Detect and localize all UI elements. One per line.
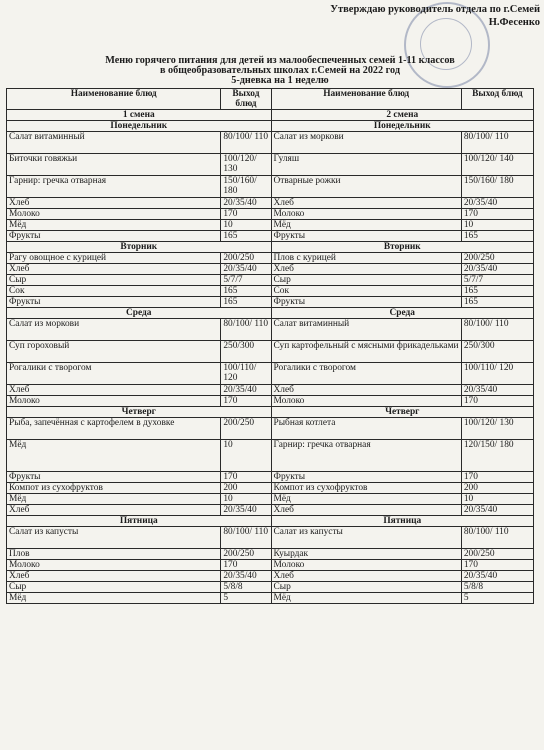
table-row [7, 593, 534, 604]
table-row [7, 253, 534, 264]
table-row [7, 527, 534, 549]
table-row [7, 297, 534, 308]
dish-output-right: 5/8/8 [461, 582, 533, 593]
dish-output-left: 20/35/40 [221, 571, 271, 582]
dish-output-left: 10 [221, 220, 271, 231]
dish-output-left: 5 [221, 593, 271, 604]
dish-name-right: Молоко [271, 396, 461, 407]
dish-output-left: 10 [221, 440, 271, 472]
day-label-right: Понедельник [271, 121, 533, 132]
day-label-right: Пятница [271, 516, 533, 527]
dish-output-left: 10 [221, 494, 271, 505]
day-label-right: Четверг [271, 407, 533, 418]
dish-name-left: Хлеб [7, 198, 221, 209]
table-row [7, 231, 534, 242]
title-line-2: в общеобразовательных школах г.Семей на 2022 год [159, 65, 400, 76]
dish-name-left: Рогалики с творогом [7, 363, 221, 385]
dish-output-left: 170 [221, 209, 271, 220]
dish-output-left: 80/100/ 110 [221, 319, 271, 341]
table-row [7, 132, 534, 154]
title-line-3: 5-дневка на 1 неделю [231, 75, 329, 86]
table-row [7, 319, 534, 341]
table-row [7, 286, 534, 297]
table-row [7, 571, 534, 582]
dish-name-right: Хлеб [271, 571, 461, 582]
dish-output-left: 170 [221, 472, 271, 483]
dish-output-left: 20/35/40 [221, 505, 271, 516]
dish-output-left: 150/160/ 180 [221, 176, 271, 198]
dish-name-left: Мёд [7, 494, 221, 505]
dish-output-left: 5/8/8 [221, 582, 271, 593]
dish-name-left: Хлеб [7, 264, 221, 275]
dish-output-right: 80/100/ 110 [461, 319, 533, 341]
table-row [7, 483, 534, 494]
dish-output-left: 5/7/7 [221, 275, 271, 286]
dish-name-left: Рагу овощное с курицей [7, 253, 221, 264]
dish-name-right: Хлеб [271, 505, 461, 516]
dish-output-right: 20/35/40 [461, 571, 533, 582]
dish-output-right: 20/35/40 [461, 264, 533, 275]
dish-name-left: Салат витаминный [7, 132, 221, 154]
dish-output-right: 200/250 [461, 549, 533, 560]
dish-name-right: Рогалики с творогом [271, 363, 461, 385]
dish-output-right: 170 [461, 472, 533, 483]
shift-1-label: 1 смена [7, 110, 272, 121]
dish-name-left: Салат из моркови [7, 319, 221, 341]
dish-output-right: 170 [461, 560, 533, 571]
dish-output-right: 170 [461, 396, 533, 407]
dish-name-left: Биточки говяжьи [7, 154, 221, 176]
shift-row [7, 110, 534, 121]
approval-line-1: Утверждаю руководитель отдела по г.Семей [330, 4, 540, 15]
title-line-1: Меню горячего питания для детей из малообеспеченных семей 1-11 классов [105, 55, 455, 66]
dish-name-right: Гуляш [271, 154, 461, 176]
dish-output-left: 100/110/ 120 [221, 363, 271, 385]
dish-output-left: 20/35/40 [221, 264, 271, 275]
dish-name-right: Гарнир: гречка отварная [271, 440, 461, 472]
dish-output-right: 100/120/ 130 [461, 418, 533, 440]
day-label-left: Понедельник [7, 121, 272, 132]
dish-output-right: 165 [461, 297, 533, 308]
dish-name-left: Мёд [7, 440, 221, 472]
dish-output-right: 165 [461, 231, 533, 242]
dish-name-right: Салат из капусты [271, 527, 461, 549]
dish-output-left: 200/250 [221, 549, 271, 560]
dish-name-left: Плов [7, 549, 221, 560]
day-row [7, 407, 534, 418]
table-row [7, 341, 534, 363]
day-row [7, 121, 534, 132]
dish-name-left: Фрукты [7, 297, 221, 308]
dish-output-left: 80/100/ 110 [221, 527, 271, 549]
table-header-row [7, 89, 534, 110]
dish-name-left: Мёд [7, 593, 221, 604]
day-row [7, 308, 534, 319]
table-row [7, 275, 534, 286]
day-row [7, 516, 534, 527]
dish-output-left: 250/300 [221, 341, 271, 363]
dish-name-right: Компот из сухофруктов [271, 483, 461, 494]
dish-name-left: Гарнир: гречка отварная [7, 176, 221, 198]
dish-output-right: 10 [461, 220, 533, 231]
dish-output-right: 250/300 [461, 341, 533, 363]
dish-name-right: Рыбная котлета [271, 418, 461, 440]
table-row [7, 505, 534, 516]
dish-name-left: Сок [7, 286, 221, 297]
dish-name-left: Фрукты [7, 231, 221, 242]
table-row [7, 472, 534, 483]
day-label-right: Среда [271, 308, 533, 319]
dish-output-right: 20/35/40 [461, 198, 533, 209]
shift-2-label: 2 смена [271, 110, 533, 121]
dish-name-right: Салат из моркови [271, 132, 461, 154]
table-row [7, 418, 534, 440]
dish-name-left: Молоко [7, 209, 221, 220]
dish-name-left: Фрукты [7, 472, 221, 483]
dish-name-right: Суп картофельный с мясными фрикадельками [271, 341, 461, 363]
dish-name-right: Хлеб [271, 385, 461, 396]
day-label-right: Вторник [271, 242, 533, 253]
table-row [7, 385, 534, 396]
dish-output-right: 170 [461, 209, 533, 220]
table-row [7, 560, 534, 571]
table-row [7, 264, 534, 275]
dish-output-right: 20/35/40 [461, 385, 533, 396]
table-row [7, 549, 534, 560]
approval-block [330, 3, 540, 29]
dish-output-right: 5/7/7 [461, 275, 533, 286]
header-dish-left: Наименование блюд [7, 89, 221, 110]
dish-name-right: Мёд [271, 494, 461, 505]
header-output-left: Выход блюд [221, 89, 271, 110]
dish-name-left: Сыр [7, 582, 221, 593]
dish-output-right: 20/35/40 [461, 505, 533, 516]
dish-output-right: 165 [461, 286, 533, 297]
dish-output-right: 200/250 [461, 253, 533, 264]
table-row [7, 220, 534, 231]
document-title [60, 56, 500, 86]
dish-output-left: 200/250 [221, 253, 271, 264]
dish-name-right: Хлеб [271, 264, 461, 275]
dish-output-left: 200/250 [221, 418, 271, 440]
table-row [7, 494, 534, 505]
dish-name-right: Плов с курицей [271, 253, 461, 264]
dish-output-left: 165 [221, 286, 271, 297]
dish-output-left: 20/35/40 [221, 385, 271, 396]
table-row [7, 396, 534, 407]
dish-output-left: 20/35/40 [221, 198, 271, 209]
day-label-left: Четверг [7, 407, 272, 418]
day-label-left: Пятница [7, 516, 272, 527]
menu-table [6, 88, 534, 604]
dish-name-right: Хлеб [271, 198, 461, 209]
dish-name-right: Мёд [271, 220, 461, 231]
table-row [7, 198, 534, 209]
dish-output-right: 200 [461, 483, 533, 494]
dish-name-left: Хлеб [7, 505, 221, 516]
dish-output-right: 100/120/ 140 [461, 154, 533, 176]
dish-name-right: Молоко [271, 209, 461, 220]
table-row [7, 440, 534, 472]
table-row [7, 154, 534, 176]
dish-output-left: 100/120/ 130 [221, 154, 271, 176]
dish-output-left: 170 [221, 560, 271, 571]
dish-name-left: Сыр [7, 275, 221, 286]
dish-name-left: Молоко [7, 560, 221, 571]
dish-name-right: Мёд [271, 593, 461, 604]
dish-output-left: 165 [221, 231, 271, 242]
dish-name-left: Компот из сухофруктов [7, 483, 221, 494]
dish-output-left: 200 [221, 483, 271, 494]
dish-name-right: Фрукты [271, 297, 461, 308]
dish-name-right: Фрукты [271, 231, 461, 242]
dish-output-right: 150/160/ 180 [461, 176, 533, 198]
table-row [7, 582, 534, 593]
day-label-left: Вторник [7, 242, 272, 253]
dish-name-left: Молоко [7, 396, 221, 407]
dish-output-right: 80/100/ 110 [461, 527, 533, 549]
dish-name-right: Куырдак [271, 549, 461, 560]
dish-output-left: 170 [221, 396, 271, 407]
table-row [7, 363, 534, 385]
table-row [7, 209, 534, 220]
dish-output-right: 80/100/ 110 [461, 132, 533, 154]
header-dish-right: Наименование блюд [271, 89, 461, 110]
dish-output-right: 10 [461, 494, 533, 505]
dish-name-left: Суп гороховый [7, 341, 221, 363]
dish-name-left: Рыба, запечённая с картофелем в духовке [7, 418, 221, 440]
dish-name-right: Сыр [271, 275, 461, 286]
dish-output-left: 80/100/ 110 [221, 132, 271, 154]
dish-name-left: Хлеб [7, 385, 221, 396]
dish-name-right: Сок [271, 286, 461, 297]
table-row [7, 176, 534, 198]
day-row [7, 242, 534, 253]
approval-line-2: Н.Фесенко [488, 17, 540, 28]
dish-output-right: 120/150/ 180 [461, 440, 533, 472]
dish-output-right: 5 [461, 593, 533, 604]
dish-name-left: Салат из капусты [7, 527, 221, 549]
dish-name-right: Сыр [271, 582, 461, 593]
dish-name-left: Мёд [7, 220, 221, 231]
dish-name-left: Хлеб [7, 571, 221, 582]
dish-name-right: Фрукты [271, 472, 461, 483]
dish-name-right: Салат витаминный [271, 319, 461, 341]
dish-output-right: 100/110/ 120 [461, 363, 533, 385]
day-label-left: Среда [7, 308, 272, 319]
dish-name-right: Отварные рожки [271, 176, 461, 198]
header-output-right: Выход блюд [461, 89, 533, 110]
dish-name-right: Молоко [271, 560, 461, 571]
dish-output-left: 165 [221, 297, 271, 308]
